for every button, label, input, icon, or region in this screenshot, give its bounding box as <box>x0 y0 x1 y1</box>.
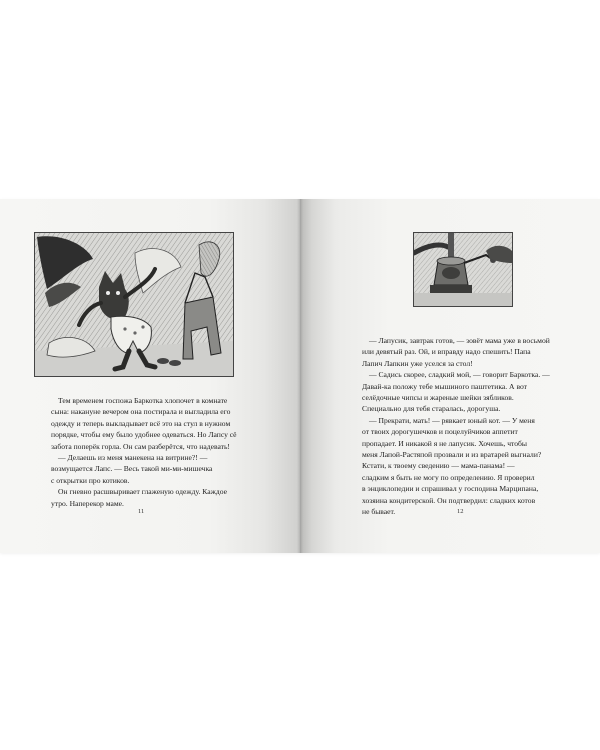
text-line: одежду и теперь выкладывает всё это на стул в нужном <box>51 418 231 428</box>
text-line: Он гневно расшвыривает глаженую одежду. Каждое <box>58 487 228 497</box>
text-line: Давай-ка положу тебе мышиного паштетика. А вот <box>362 381 527 391</box>
text-line: Специально для тебя старалась, дорогуша. <box>362 404 501 414</box>
text-line: не бывает. <box>362 507 396 517</box>
text-line: Лапич Лапкин уже уселся за стол! <box>362 358 473 368</box>
right-page <box>300 199 600 553</box>
coffee-grinder-drawing <box>414 233 512 306</box>
text-line: сладким я быть не могу по определению. Я проверил <box>362 472 535 482</box>
text-line: хозяина кондитерской. Он подтвердил: сладких котов <box>362 495 536 505</box>
text-line: — Делаешь из меня манекена на витрине?! — <box>58 453 208 463</box>
left-page <box>0 199 300 553</box>
page-number-right: 12 <box>457 508 464 515</box>
text-line: или девятый раз. Ой, и вправду надо спешить! Папа <box>362 347 531 357</box>
text-line: сына: накануне вечером она постирала и выгладила его <box>51 407 231 417</box>
text-line: — Прекрати, мать! — рявкает юный кот. — У меня <box>369 415 535 425</box>
text-line: Тем временем госпожа Баркотка хлопочет в комнате <box>58 396 228 405</box>
page-number-left: 11 <box>138 508 145 515</box>
cat-dressing-drawing <box>35 233 233 376</box>
left-page-text <box>51 395 237 509</box>
text-line: порядке, чтобы ему было удобнее одеваться. Но Лапсу сё <box>51 430 237 440</box>
book-spread <box>0 199 600 553</box>
right-page-text <box>362 335 550 518</box>
coffee-grinder-illustration <box>413 232 513 307</box>
text-line: возмущается Лапс. — Весь такой ми-ми-мишечка <box>51 464 213 474</box>
text-line: утро. Наперекор маме. <box>51 498 124 508</box>
text-line: — Садись скорее, сладкий мой, — говорит Баркотка. — <box>369 370 550 380</box>
text-line: меня Лапой-Растяпой прозвали и из вратарей выгнали? <box>362 450 542 460</box>
text-line: — Лапусик, завтрак готов, — зовёт мама уже в восьмой <box>369 336 550 345</box>
text-line: забота поперёк горла. Он сам разберётся, что надевать! <box>51 441 230 451</box>
text-line: Кстати, к твоему сведению — мама-панама! — <box>362 461 515 471</box>
text-line: от твоих дорогушечков и поцелуйчиков аппетит <box>362 427 518 437</box>
text-line: в энциклопедии и спрашивал у господина Марципана, <box>362 484 539 494</box>
text-line: пропадает. И никакой я не лапусик. Хочешь, чтобы <box>362 438 528 448</box>
book-gutter <box>297 199 303 553</box>
text-line: селёдочные чипсы и жареные шейки зябликов. <box>362 393 514 403</box>
cat-dressing-illustration <box>34 232 234 377</box>
text-line: с открытки про котиков. <box>51 475 130 485</box>
